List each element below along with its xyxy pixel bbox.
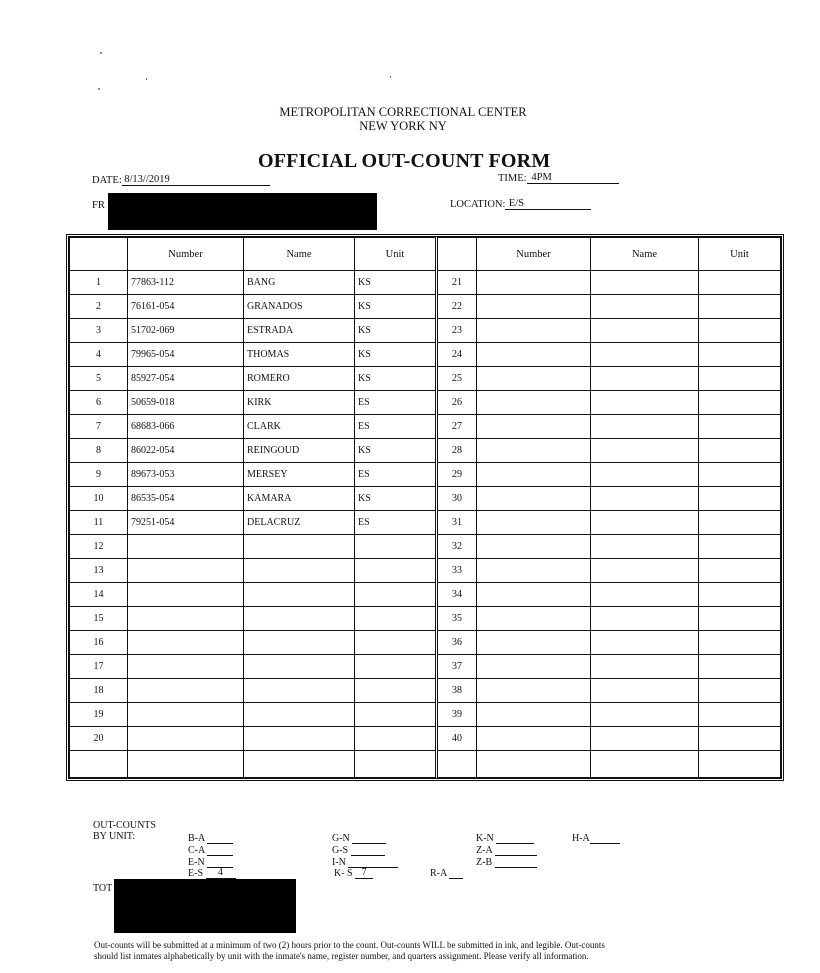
inmate-name-cell	[591, 343, 699, 367]
row-number: 19	[70, 703, 128, 727]
inmate-name-cell	[591, 727, 699, 751]
row-number: 37	[437, 655, 477, 679]
unit-label-es: E-S	[188, 868, 203, 879]
time-underline	[557, 172, 619, 184]
blank-cell	[591, 751, 699, 778]
unit-cell: ES	[355, 391, 437, 415]
header-row-number-left	[70, 238, 128, 271]
inmate-name-cell: REINGOUD	[244, 439, 355, 463]
table-row	[70, 631, 781, 655]
row-number: 25	[437, 367, 477, 391]
inmate-name-cell: CLARK	[244, 415, 355, 439]
form-title: OFFICIAL OUT-COUNT FORM	[258, 150, 551, 172]
unit-cell	[699, 319, 781, 343]
table-row	[70, 727, 781, 751]
register-number-cell	[128, 655, 244, 679]
unit-cell	[699, 607, 781, 631]
inmate-name-cell	[591, 319, 699, 343]
scan-speck	[98, 88, 100, 90]
table-row	[70, 511, 781, 535]
unit-cell	[699, 463, 781, 487]
register-number-cell	[477, 439, 591, 463]
register-number-cell	[477, 583, 591, 607]
table-row	[70, 487, 781, 511]
location-label: LOCATION:	[450, 199, 506, 210]
table-row	[70, 415, 781, 439]
location-underline	[527, 198, 591, 210]
register-number-cell	[128, 703, 244, 727]
table-row	[70, 583, 781, 607]
register-number-cell: 89673-053	[128, 463, 244, 487]
footer-line-1: Out-counts will be submitted at a minimum of two (2) hours prior to the count. Out-counts WILL be submitted in ink, and legible. Out-counts	[94, 940, 605, 950]
unit-cell	[355, 727, 437, 751]
row-number: 11	[70, 511, 128, 535]
register-number-cell	[477, 607, 591, 631]
row-number: 30	[437, 487, 477, 511]
outcount-table	[69, 237, 781, 778]
unit-value-ca	[207, 844, 233, 856]
row-number: 10	[70, 487, 128, 511]
unit-value-ks: 7	[355, 867, 373, 879]
blank-cell	[437, 751, 477, 778]
inmate-name-cell: KIRK	[244, 391, 355, 415]
register-number-cell	[477, 487, 591, 511]
register-number-cell	[128, 583, 244, 607]
register-number-cell	[477, 367, 591, 391]
unit-label-ha: H-A	[572, 833, 590, 844]
register-number-cell	[477, 415, 591, 439]
location-value: E/S	[505, 198, 527, 210]
unit-cell: ES	[355, 511, 437, 535]
inmate-name-cell	[591, 559, 699, 583]
row-number: 7	[70, 415, 128, 439]
unit-cell	[699, 391, 781, 415]
unit-value-za	[495, 844, 537, 856]
row-number: 38	[437, 679, 477, 703]
unit-value-ba	[207, 832, 233, 844]
register-number-cell	[477, 295, 591, 319]
inmate-name-cell: BANG	[244, 271, 355, 295]
row-number: 15	[70, 607, 128, 631]
date-value: 8/13//2019	[122, 174, 170, 186]
header-number-left: Number	[128, 238, 244, 271]
unit-label-ca: C-A	[188, 845, 205, 856]
redaction-box-total	[114, 879, 296, 933]
inmate-name-cell	[244, 559, 355, 583]
table-row	[70, 367, 781, 391]
register-number-cell	[477, 679, 591, 703]
inmate-name-cell: KAMARA	[244, 487, 355, 511]
unit-count-ba	[188, 832, 233, 844]
from-label: FR	[92, 200, 105, 211]
inmate-name-cell: MERSEY	[244, 463, 355, 487]
unit-value-kn	[496, 832, 534, 844]
inmate-name-cell	[244, 655, 355, 679]
register-number-cell	[477, 391, 591, 415]
table-row	[70, 319, 781, 343]
register-number-cell	[477, 271, 591, 295]
row-number: 4	[70, 343, 128, 367]
row-number: 29	[437, 463, 477, 487]
unit-cell: KS	[355, 343, 437, 367]
unit-cell	[355, 607, 437, 631]
row-number: 40	[437, 727, 477, 751]
inmate-name-cell	[591, 391, 699, 415]
unit-cell	[699, 583, 781, 607]
inmate-name-cell	[591, 367, 699, 391]
inmate-name-cell: DELACRUZ	[244, 511, 355, 535]
unit-cell	[699, 631, 781, 655]
unit-cell: KS	[355, 271, 437, 295]
unit-label-ks: K- S	[334, 868, 353, 879]
unit-cell	[699, 295, 781, 319]
unit-value-gs	[351, 844, 385, 856]
register-number-cell	[477, 655, 591, 679]
unit-cell: ES	[355, 415, 437, 439]
time-label: TIME:	[498, 173, 527, 184]
unit-cell	[355, 631, 437, 655]
redaction-box-from	[108, 193, 377, 230]
register-number-cell	[477, 535, 591, 559]
row-number: 5	[70, 367, 128, 391]
inmate-name-cell	[244, 727, 355, 751]
table-body	[70, 271, 781, 778]
register-number-cell	[128, 727, 244, 751]
unit-cell: KS	[355, 487, 437, 511]
table-row	[70, 343, 781, 367]
row-number: 8	[70, 439, 128, 463]
unit-label-kn: K-N	[476, 833, 494, 844]
unit-cell	[355, 535, 437, 559]
inmate-name-cell	[244, 703, 355, 727]
unit-cell	[699, 367, 781, 391]
table-row	[70, 271, 781, 295]
table-row	[70, 703, 781, 727]
inmate-name-cell	[591, 487, 699, 511]
header-name-left: Name	[244, 238, 355, 271]
register-number-cell	[128, 631, 244, 655]
row-number: 20	[70, 727, 128, 751]
register-number-cell	[477, 511, 591, 535]
institution-name: METROPOLITAN CORRECTIONAL CENTER	[279, 105, 527, 119]
unit-cell	[699, 415, 781, 439]
blank-cell	[128, 751, 244, 778]
unit-cell	[699, 439, 781, 463]
unit-cell	[699, 343, 781, 367]
unit-cell	[355, 583, 437, 607]
row-number: 6	[70, 391, 128, 415]
unit-cell	[699, 559, 781, 583]
inmate-name-cell	[591, 295, 699, 319]
register-number-cell	[477, 319, 591, 343]
unit-cell: ES	[355, 463, 437, 487]
unit-count-ca	[188, 844, 233, 856]
inmate-name-cell: THOMAS	[244, 343, 355, 367]
date-underline	[170, 174, 270, 186]
register-number-cell: 68683-066	[128, 415, 244, 439]
inmate-name-cell	[244, 535, 355, 559]
register-number-cell	[477, 343, 591, 367]
row-number: 17	[70, 655, 128, 679]
unit-count-es	[188, 867, 236, 879]
unit-label-in: I-N	[332, 857, 346, 868]
row-number: 24	[437, 343, 477, 367]
table-row	[70, 679, 781, 703]
unit-label-en: E-N	[188, 857, 205, 868]
register-number-cell: 50659-018	[128, 391, 244, 415]
row-number: 22	[437, 295, 477, 319]
unit-cell	[699, 535, 781, 559]
time-field	[498, 172, 619, 184]
inmate-name-cell	[591, 511, 699, 535]
unit-label-za: Z-A	[476, 845, 493, 856]
time-value: 4PM	[527, 172, 557, 184]
blank-cell	[477, 751, 591, 778]
inmate-name-cell	[591, 463, 699, 487]
total-label: TOT	[93, 883, 113, 894]
unit-label-zb: Z-B	[476, 857, 493, 868]
unit-count-gn	[332, 832, 386, 844]
scan-speck	[390, 76, 391, 78]
inmate-name-cell	[591, 535, 699, 559]
row-number: 32	[437, 535, 477, 559]
inmate-name-cell	[591, 271, 699, 295]
row-number: 12	[70, 535, 128, 559]
inmate-name-cell	[591, 583, 699, 607]
institution-heading	[240, 105, 566, 133]
unit-cell	[355, 655, 437, 679]
register-number-cell: 85927-054	[128, 367, 244, 391]
row-number: 36	[437, 631, 477, 655]
unit-cell	[699, 703, 781, 727]
table-row	[70, 607, 781, 631]
table-header-row	[70, 238, 781, 271]
table-row	[70, 391, 781, 415]
inmate-name-cell	[591, 679, 699, 703]
register-number-cell: 86022-054	[128, 439, 244, 463]
date-label: DATE:	[92, 175, 122, 186]
row-number: 39	[437, 703, 477, 727]
location-field	[450, 198, 591, 210]
unit-label-ra: R-A	[430, 868, 447, 879]
register-number-cell	[477, 727, 591, 751]
row-number: 9	[70, 463, 128, 487]
unit-cell: KS	[355, 439, 437, 463]
register-number-cell: 51702-069	[128, 319, 244, 343]
table-row	[70, 559, 781, 583]
row-number: 31	[437, 511, 477, 535]
register-number-cell	[128, 535, 244, 559]
register-number-cell	[477, 559, 591, 583]
unit-value-zb	[495, 856, 537, 868]
unit-cell	[355, 703, 437, 727]
unit-cell	[699, 511, 781, 535]
footer-line-2: should list inmates alphabetically by unit with the inmate's name, register number, and quarters assignment. Please verify all information.	[94, 951, 589, 961]
row-number: 34	[437, 583, 477, 607]
register-number-cell: 79251-054	[128, 511, 244, 535]
row-number: 1	[70, 271, 128, 295]
row-number: 14	[70, 583, 128, 607]
inmate-name-cell	[591, 631, 699, 655]
register-number-cell: 76161-054	[128, 295, 244, 319]
register-number-cell	[477, 703, 591, 727]
date-field	[92, 174, 270, 186]
inmate-name-cell	[591, 439, 699, 463]
unit-cell	[699, 487, 781, 511]
row-number: 23	[437, 319, 477, 343]
header-name-right: Name	[591, 238, 699, 271]
blank-cell	[355, 751, 437, 778]
unit-value-es: 4	[206, 867, 236, 879]
table-row	[70, 295, 781, 319]
table-row	[70, 463, 781, 487]
inmate-name-cell	[591, 607, 699, 631]
unit-cell: KS	[355, 295, 437, 319]
unit-value-gn	[352, 832, 386, 844]
scan-speck	[100, 52, 102, 54]
register-number-cell	[477, 631, 591, 655]
unit-cell: KS	[355, 319, 437, 343]
table-row-blank	[70, 751, 781, 778]
unit-cell	[699, 679, 781, 703]
header-unit-right: Unit	[699, 238, 781, 271]
inmate-name-cell: ROMERO	[244, 367, 355, 391]
unit-label-gs: G-S	[332, 845, 349, 856]
unit-cell	[355, 679, 437, 703]
unit-cell	[355, 559, 437, 583]
blank-cell	[699, 751, 781, 778]
unit-cell	[699, 727, 781, 751]
unit-count-gs	[332, 844, 385, 856]
unit-cell	[699, 655, 781, 679]
outcounts-label-line1: OUT-COUNTS	[93, 820, 156, 831]
row-number: 18	[70, 679, 128, 703]
outcount-table-frame	[66, 234, 784, 781]
unit-count-kn	[476, 832, 534, 844]
register-number-cell	[128, 679, 244, 703]
register-number-cell: 86535-054	[128, 487, 244, 511]
row-number: 26	[437, 391, 477, 415]
register-number-cell	[128, 607, 244, 631]
institution-city: NEW YORK NY	[359, 119, 447, 133]
row-number: 28	[437, 439, 477, 463]
unit-count-ha	[572, 832, 620, 844]
register-number-cell	[128, 559, 244, 583]
inmate-name-cell	[244, 679, 355, 703]
unit-count-ks	[334, 867, 373, 879]
blank-cell	[244, 751, 355, 778]
inmate-name-cell	[244, 631, 355, 655]
unit-value-ha	[590, 832, 620, 844]
row-number: 13	[70, 559, 128, 583]
unit-count-ra	[430, 867, 463, 879]
outcounts-label	[93, 820, 156, 842]
scan-speck	[146, 78, 147, 80]
row-number: 21	[437, 271, 477, 295]
inmate-name-cell: ESTRADA	[244, 319, 355, 343]
header-number-right: Number	[477, 238, 591, 271]
register-number-cell: 77863-112	[128, 271, 244, 295]
inmate-name-cell	[244, 583, 355, 607]
row-number: 2	[70, 295, 128, 319]
blank-cell	[70, 751, 128, 778]
row-number: 3	[70, 319, 128, 343]
table-row	[70, 439, 781, 463]
unit-count-zb	[476, 856, 537, 868]
inmate-name-cell	[244, 607, 355, 631]
header-row-number-right	[437, 238, 477, 271]
register-number-cell	[477, 463, 591, 487]
row-number: 27	[437, 415, 477, 439]
inmate-name-cell: GRANADOS	[244, 295, 355, 319]
outcounts-label-line2: BY UNIT:	[93, 831, 136, 842]
header-unit-left: Unit	[355, 238, 437, 271]
inmate-name-cell	[591, 655, 699, 679]
table-row	[70, 655, 781, 679]
register-number-cell: 79965-054	[128, 343, 244, 367]
row-number: 33	[437, 559, 477, 583]
inmate-name-cell	[591, 703, 699, 727]
unit-value-ra	[449, 867, 463, 879]
row-number: 16	[70, 631, 128, 655]
unit-cell: KS	[355, 367, 437, 391]
table-row	[70, 535, 781, 559]
inmate-name-cell	[591, 415, 699, 439]
unit-label-ba: B-A	[188, 833, 205, 844]
unit-label-gn: G-N	[332, 833, 350, 844]
footer-instructions	[94, 940, 734, 962]
unit-cell	[699, 271, 781, 295]
unit-count-za	[476, 844, 537, 856]
row-number: 35	[437, 607, 477, 631]
